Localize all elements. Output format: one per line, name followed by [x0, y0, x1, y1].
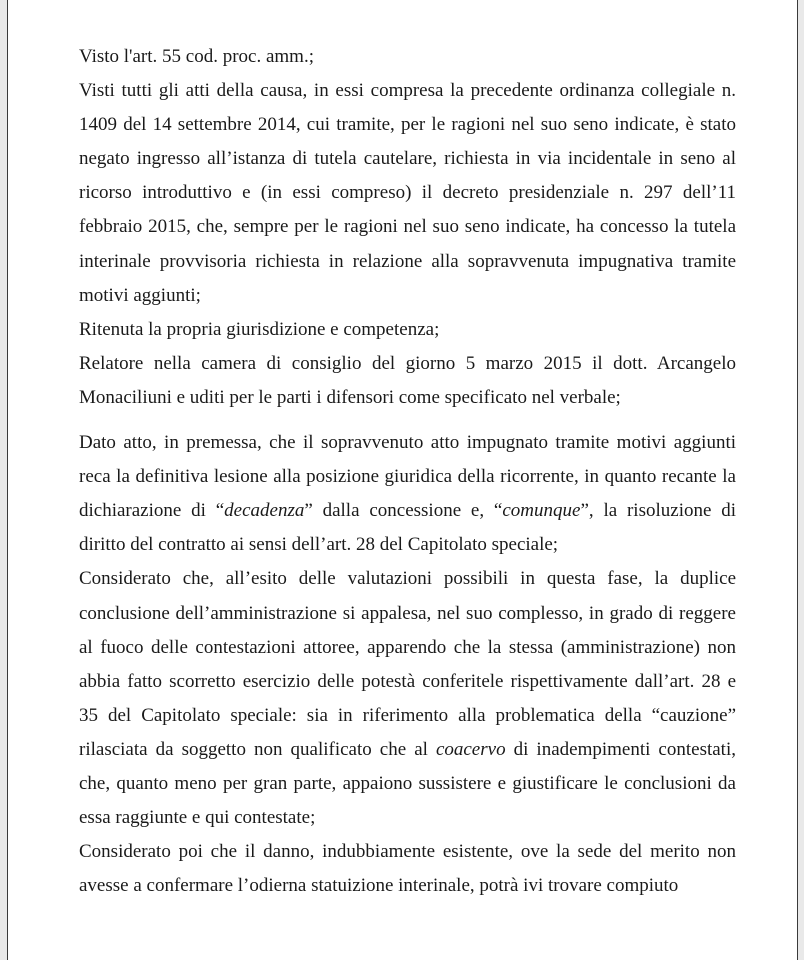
paragraph-text: di inadempimenti contestati, che, quanto meno per gran parte, appaiono sussistere e giustificare le conclusioni da essa raggiunte e qui contestate;	[79, 738, 736, 829]
paragraph-text: Visto l'art. 55 cod. proc. amm.;	[79, 46, 314, 67]
paragraph-text: Considerato che, all’esito delle valutazioni possibili in questa fase, la duplice conclusione dell’amministrazione si appalesa, nel suo complesso, in grado di reggere al fuoco delle contestazioni attoree, apparendo che la stessa (amministrazione) non abbia fatto scorretto esercizio delle potestà conferitele rispettivamente dall’art. 28 e 35 del Capitolato speciale: sia in riferimento alla problematica della “cauzione” rilasciata da soggetto non qualificato che al	[79, 568, 736, 760]
paragraph-text: Relatore nella camera di consiglio del giorno 5 marzo 2015 il dott. Arcangelo Monaciliuni e uditi per le parti i difensori come specificato nel verbale;	[79, 352, 736, 408]
paragraph-dato-atto	[79, 426, 736, 562]
paragraph-considerato-valutazioni	[79, 562, 736, 835]
paragraph-ritenuta	[79, 313, 736, 347]
document-text	[79, 40, 736, 903]
paragraph-relatore	[79, 347, 736, 415]
paragraph-visto-art	[79, 40, 736, 74]
italic-term-decadenza: decadenza	[224, 500, 305, 522]
paragraph-considerato-danno	[79, 835, 736, 903]
paragraph-text: Dato atto, in premessa, che il sopravvenuto atto impugnato tramite motivi aggiunti reca la definitiva lesione alla posizione giuridica della ricorrente, in quanto recante la dichiarazione di “	[79, 432, 736, 522]
paragraph-text: Considerato poi che il danno, indubbiamente esistente, ove la sede del merito non avesse a confermare l’odierna statuizione interinale, potrà ivi trovare compiuto	[79, 841, 736, 897]
italic-term-coacervo: coacervo	[435, 738, 506, 760]
paragraph-visti-atti	[79, 74, 736, 313]
italic-term-comunque: comunque	[502, 500, 581, 522]
paragraph-text: Ritenuta la propria giurisdizione e competenza;	[79, 318, 440, 340]
paragraph-text: Visti tutti gli atti della causa, in essi compresa la precedente ordinanza collegiale n. 1409 del 14 settembre 2014, cui tramite, per le ragioni nel suo seno indicate, è stato negato ingresso all’istanza di tutela cautelare, richiesta in via incidentale in seno al ricorso introduttivo e (in essi compreso) il decreto presidenziale n. 297 dell’11 febbraio 2015, che, sempre per le ragioni nel suo seno indicate, ha concesso la tutela interinale provvisoria richiesta in relazione alla sopravvenuta impugnativa tramite motivi aggiunti;	[79, 80, 736, 306]
paragraph-text: ” dalla concessione e, “	[304, 500, 503, 522]
paragraph-text: ”, la risoluzione di diritto del contratto ai sensi dell’art. 28 del Capitolato speciale;	[79, 500, 736, 556]
document-page	[7, 0, 798, 960]
